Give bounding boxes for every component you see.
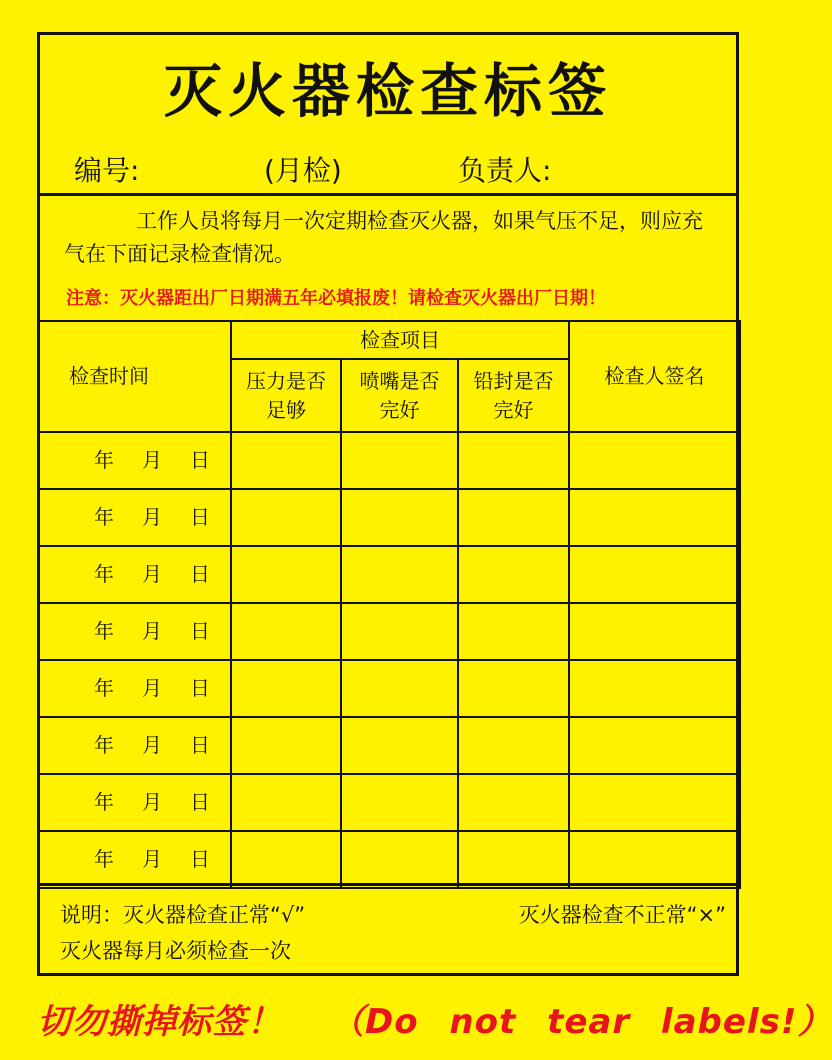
footer-warning-en: （Do not tear labels!） (330, 1002, 832, 1042)
date-cell[interactable] (38, 660, 231, 717)
inspection-time-header: 检查时间 (38, 321, 231, 432)
date-day-label: 日 (190, 790, 210, 814)
date-day-label: 日 (190, 676, 210, 700)
pressure-cell[interactable] (231, 603, 341, 660)
table-row (38, 660, 740, 717)
seal-cell[interactable] (458, 774, 569, 831)
seal-cell[interactable] (458, 717, 569, 774)
nozzle-cell[interactable] (341, 603, 458, 660)
nozzle-ok-header: 喷嘴是否完好 (359, 368, 440, 422)
date-month-label: 月 (142, 619, 162, 643)
nozzle-cell[interactable] (341, 774, 458, 831)
date-month-label: 月 (142, 847, 162, 871)
footer-warning (37, 994, 832, 1043)
number-label: 编号: (74, 154, 140, 187)
signature-cell[interactable] (569, 489, 740, 546)
pressure-cell[interactable] (231, 546, 341, 603)
date-cell[interactable] (38, 432, 231, 489)
date-day-label: 日 (190, 847, 210, 871)
note-section (60, 897, 726, 969)
expiry-notice: 注意：灭火器距出厂日期满五年必填报废！请检查灭火器出厂日期！ (66, 288, 606, 309)
date-day-label: 日 (190, 562, 210, 586)
seal-cell[interactable] (458, 660, 569, 717)
table-row (38, 603, 740, 660)
date-year-label: 年 (94, 676, 114, 700)
date-cell[interactable] (38, 717, 231, 774)
seal-ok-header: 铅封是否完好 (473, 368, 554, 422)
date-cell[interactable] (38, 831, 231, 888)
label-title: 灭火器检查标签 (163, 57, 612, 125)
signature-cell[interactable] (569, 660, 740, 717)
date-day-label: 日 (190, 448, 210, 472)
date-cell[interactable] (38, 603, 231, 660)
seal-cell[interactable] (458, 432, 569, 489)
table-row (38, 774, 740, 831)
abnormal-mark-note: 灭火器检查不正常“×” (518, 903, 726, 927)
header-divider (40, 193, 736, 196)
inspection-table (37, 320, 741, 889)
seal-cell[interactable] (458, 603, 569, 660)
table-row (38, 717, 740, 774)
signature-cell[interactable] (569, 774, 740, 831)
signature-cell[interactable] (569, 603, 740, 660)
note-divider (40, 883, 736, 886)
monthly-check-label: (月检) (264, 154, 342, 187)
seal-cell[interactable] (458, 489, 569, 546)
signature-header: 检查人签名 (569, 321, 740, 432)
pressure-cell[interactable] (231, 831, 341, 888)
signature-cell[interactable] (569, 432, 740, 489)
date-day-label: 日 (190, 619, 210, 643)
pressure-cell[interactable] (231, 660, 341, 717)
signature-cell[interactable] (569, 831, 740, 888)
date-year-label: 年 (94, 790, 114, 814)
date-cell[interactable] (38, 774, 231, 831)
date-year-label: 年 (94, 847, 114, 871)
pressure-cell[interactable] (231, 489, 341, 546)
label-frame (37, 32, 739, 976)
date-month-label: 月 (142, 562, 162, 586)
table-row (38, 489, 740, 546)
pressure-cell[interactable] (231, 717, 341, 774)
date-month-label: 月 (142, 448, 162, 472)
table-row (38, 546, 740, 603)
date-year-label: 年 (94, 562, 114, 586)
date-cell[interactable] (38, 546, 231, 603)
signature-cell[interactable] (569, 717, 740, 774)
nozzle-cell[interactable] (341, 546, 458, 603)
inspection-items-header: 检查项目 (231, 321, 569, 359)
normal-mark-note: 说明：灭火器检查正常“√” (60, 903, 306, 927)
date-cell[interactable] (38, 489, 231, 546)
date-month-label: 月 (142, 733, 162, 757)
date-month-label: 月 (142, 676, 162, 700)
pressure-cell[interactable] (231, 774, 341, 831)
date-day-label: 日 (190, 733, 210, 757)
nozzle-cell[interactable] (341, 831, 458, 888)
date-year-label: 年 (94, 505, 114, 529)
seal-cell[interactable] (458, 546, 569, 603)
date-year-label: 年 (94, 619, 114, 643)
owner-label: 负责人: (458, 154, 552, 187)
date-year-label: 年 (94, 448, 114, 472)
intro-text: 工作人员将每月一次定期检查灭火器，如果气压不足，则应充气在下面记录检查情况。 (64, 209, 703, 266)
date-month-label: 月 (142, 505, 162, 529)
table-row (38, 831, 740, 888)
pressure-cell[interactable] (231, 432, 341, 489)
nozzle-cell[interactable] (341, 717, 458, 774)
date-year-label: 年 (94, 733, 114, 757)
nozzle-cell[interactable] (341, 660, 458, 717)
seal-cell[interactable] (458, 831, 569, 888)
table-row (38, 432, 740, 489)
frequency-note: 灭火器每月必须检查一次 (60, 939, 291, 963)
footer-warning-cn: 切勿撕掉标签！ (37, 1002, 282, 1042)
date-day-label: 日 (190, 505, 210, 529)
nozzle-cell[interactable] (341, 432, 458, 489)
date-month-label: 月 (142, 790, 162, 814)
pressure-ok-header: 压力是否足够 (246, 368, 326, 422)
signature-cell[interactable] (569, 546, 740, 603)
nozzle-cell[interactable] (341, 489, 458, 546)
